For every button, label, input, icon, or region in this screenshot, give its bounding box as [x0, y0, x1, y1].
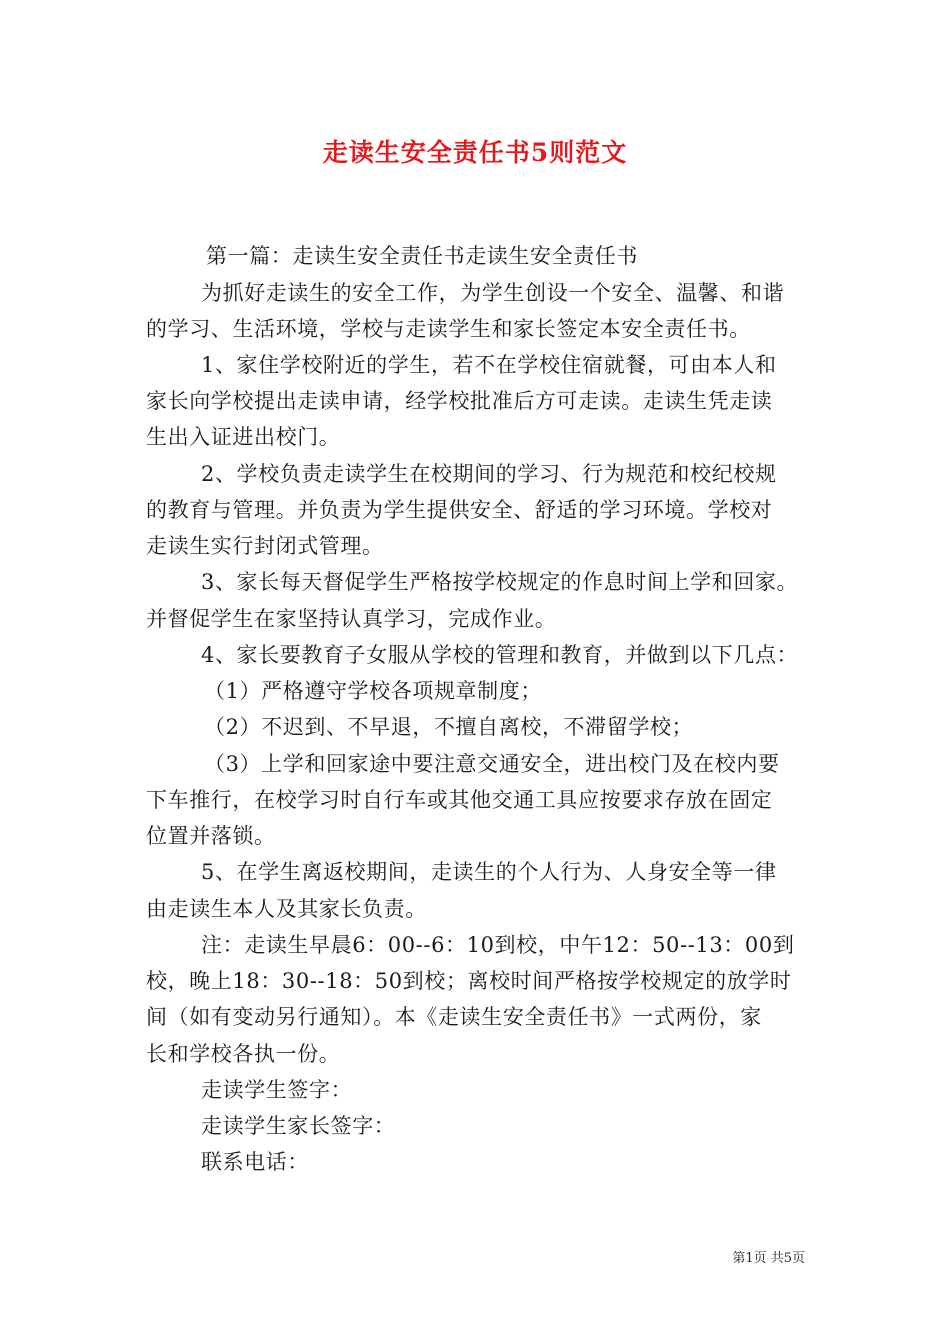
paragraph-line: 生出入证进出校门。	[146, 425, 341, 449]
note-line: 长和学校各执一份。	[146, 1042, 341, 1066]
parent-signature-label: 走读学生家长签字：	[201, 1114, 396, 1138]
paragraph-line: 4、家长要教育子女服从学校的管理和教育，并做到以下几点：	[201, 643, 799, 667]
section-heading: 第一篇：走读生安全责任书走读生安全责任书	[206, 244, 638, 268]
paragraph-line: 由走读生本人及其家长负责。	[146, 897, 427, 921]
paragraph-line: 下车推行，在校学习时自行车或其他交通工具应按要求存放在固定	[146, 788, 773, 812]
document-title: 走读生安全责任书5则范文	[322, 138, 628, 167]
note-line: 注：走读生早晨6：00--6：10到校，中午12：50--13：00到	[201, 933, 795, 957]
paragraph-line: 5、在学生离返校期间，走读生的个人行为、人身安全等一律	[201, 860, 777, 884]
paragraph-line: 走读生实行封闭式管理。	[146, 534, 384, 558]
note-line: 校，晚上18：30--18：50到校；离校时间严格按学校规定的放学时	[146, 969, 792, 993]
page-number: 第1页 共5页	[732, 1251, 805, 1266]
note-line: 间（如有变动另行通知）。本《走读生安全责任书》一式两份，家	[146, 1005, 762, 1029]
paragraph-line: 位置并落锁。	[146, 824, 276, 848]
paragraph-line: 并督促学生在家坚持认真学习，完成作业。	[146, 607, 557, 631]
paragraph-line: 的教育与管理。并负责为学生提供安全、舒适的学习环境。学校对	[146, 498, 773, 522]
contact-phone-label: 联系电话：	[201, 1150, 309, 1174]
list-item: （2）不迟到、不早退，不擅自离校，不滞留学校；	[204, 715, 694, 739]
paragraph-line: 1、家住学校附近的学生，若不在学校住宿就餐，可由本人和	[201, 353, 777, 377]
paragraph-line: 3、家长每天督促学生严格按学校规定的作息时间上学和回家。	[201, 570, 799, 594]
list-item: （1）严格遵守学校各项规章制度；	[204, 679, 542, 703]
list-item: （3）上学和回家途中要注意交通安全，进出校门及在校内要	[204, 752, 780, 776]
paragraph-line: 家长向学校提出走读申请，经学校批准后方可走读。走读生凭走读	[146, 389, 773, 413]
paragraph-line: 的学习、生活环境，学校与走读学生和家长签定本安全责任书。	[146, 317, 751, 341]
paragraph-line: 为抓好走读生的安全工作，为学生创设一个安全、温馨、和谐	[201, 281, 785, 305]
paragraph-line: 2、学校负责走读学生在校期间的学习、行为规范和校纪校规	[201, 462, 777, 486]
student-signature-label: 走读学生签字：	[201, 1078, 353, 1102]
